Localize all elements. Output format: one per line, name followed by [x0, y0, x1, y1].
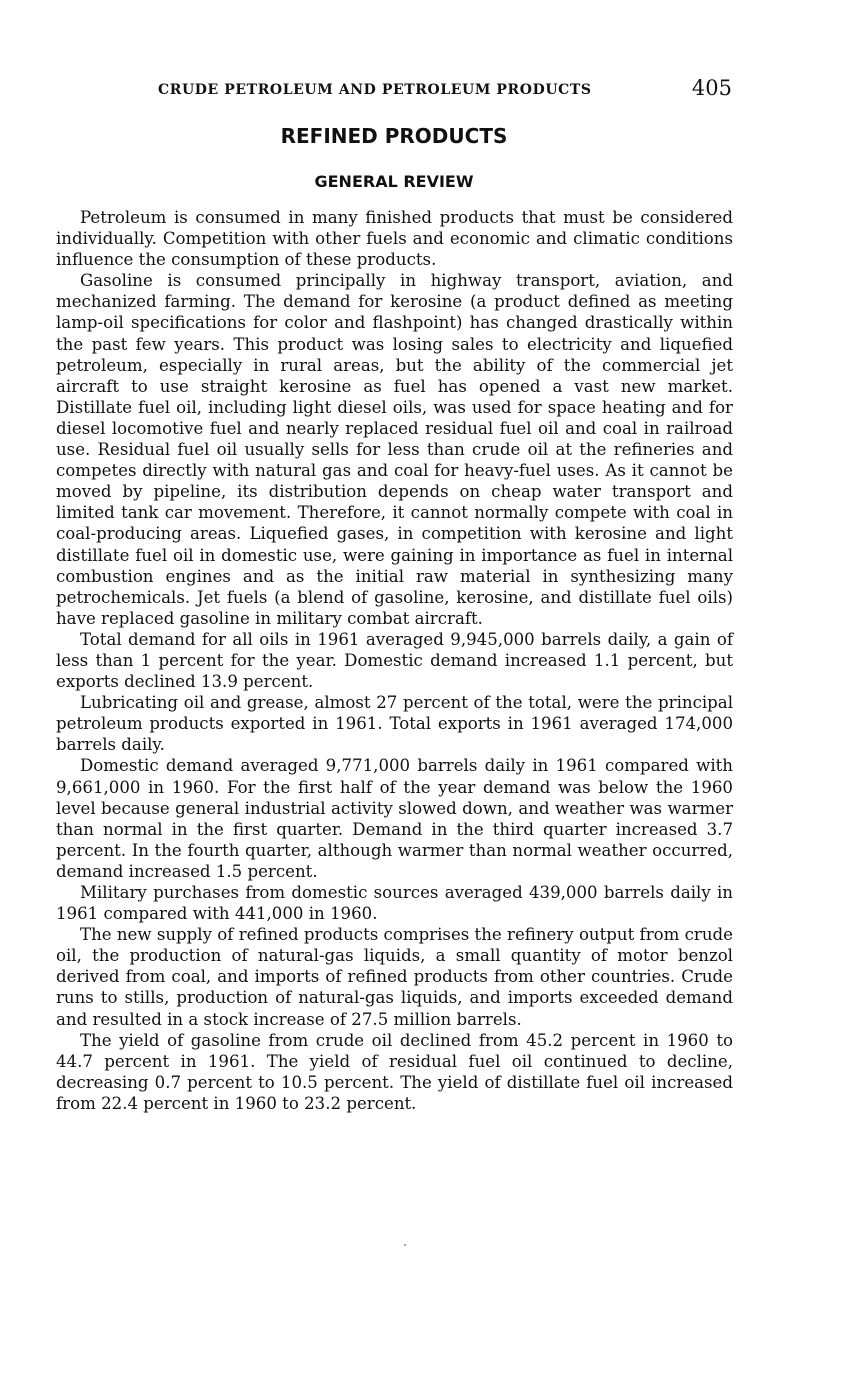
- running-title: CRUDE PETROLEUM AND PETROLEUM PRODUCTS: [158, 82, 592, 98]
- subsection-title: GENERAL REVIEW: [314, 172, 474, 191]
- paragraph: Military purchases from domestic sources averaged 439,000 barrels daily in 1961 compared with 441,000 in 1960.: [56, 883, 733, 924]
- running-head: [56, 72, 732, 108]
- paragraph: Domestic demand averaged 9,771,000 barrels daily in 1961 compared with 9,661,000 in 1960. For the first half of the year demand was below the 1960 level because general industrial activity slowed down, and weather was warmer than normal in the first quarter. Demand in the third quarter increased 3.7 percent. In the fourth quarter, although warmer than normal weather occurred, demand increased 1.5 percent.: [56, 756, 733, 881]
- page-speck: [404, 1244, 406, 1246]
- paragraph: Lubricating oil and grease, almost 27 percent of the total, were the principal petroleum products exported in 1961. Total exports in 1961 averaged 174,000 barrels daily.: [56, 693, 733, 755]
- paragraph: The yield of gasoline from crude oil declined from 45.2 percent in 1960 to 44.7 percent in 1961. The yield of residual fuel oil continued to decline, decreasing 0.7 percent to 10.5 percent. The yield of distillate fuel oil increased from 22.4 percent in 1960 to 23.2 percent.: [56, 1030, 733, 1113]
- body-text: [56, 207, 733, 1114]
- paragraph: Total demand for all oils in 1961 averaged 9,945,000 barrels daily, a gain of less than 1 percent for the year. Domestic demand increased 1.1 percent, but exports declined 13.9 percent.: [56, 629, 733, 692]
- paragraph: Petroleum is consumed in many finished products that must be considered individually. Competition with other fuels and economic and climatic conditions influence the consumption of these products.: [56, 208, 733, 270]
- section-title: REFINED PRODUCTS: [280, 124, 508, 148]
- paragraph: The new supply of refined products comprises the refinery output from crude oil, the production of natural-gas liquids, a small quantity of motor benzol derived from coal, and imports of refined products from other countries. Crude runs to stills, production of natural-gas liquids, and imports exceeded demand and resulted in a stock increase of 27.5 million barrels.: [56, 925, 733, 1029]
- paragraph: Gasoline is consumed principally in highway transport, aviation, and mechanized farming. The demand for kerosine (a product defined as meeting lamp-oil specifications for color and flashpoint) has changed drastically within the past few years. This product was losing sales to electricity and liquefied petroleum, especially in rural areas, but the ability of the commercial jet aircraft to use straight kerosine as fuel has opened a vast new market. Distillate fuel oil, including light diesel oils, was used for space heating and for diesel locomotive fuel and nearly replaced residual fuel oil and coal in railroad use. Residual fuel oil usually sells for less than crude oil at the refineries and competes directly with natural gas and coal for heavy-fuel uses. As it cannot be moved by pipeline, its distribution depends on cheap water transport and limited tank car movement. Therefore, it cannot normally compete with coal in coal-producing areas. Liquefied gases, in competition with kerosine and light distillate fuel oil in domestic use, were gaining in importance as fuel in internal combustion engines and as the initial raw material in synthesizing many petrochemicals. Jet fuels (a blend of gasoline, kerosine, and distillate fuel oils) have replaced gasoline in military combat aircraft.: [56, 271, 733, 628]
- page-number: 405: [691, 76, 732, 100]
